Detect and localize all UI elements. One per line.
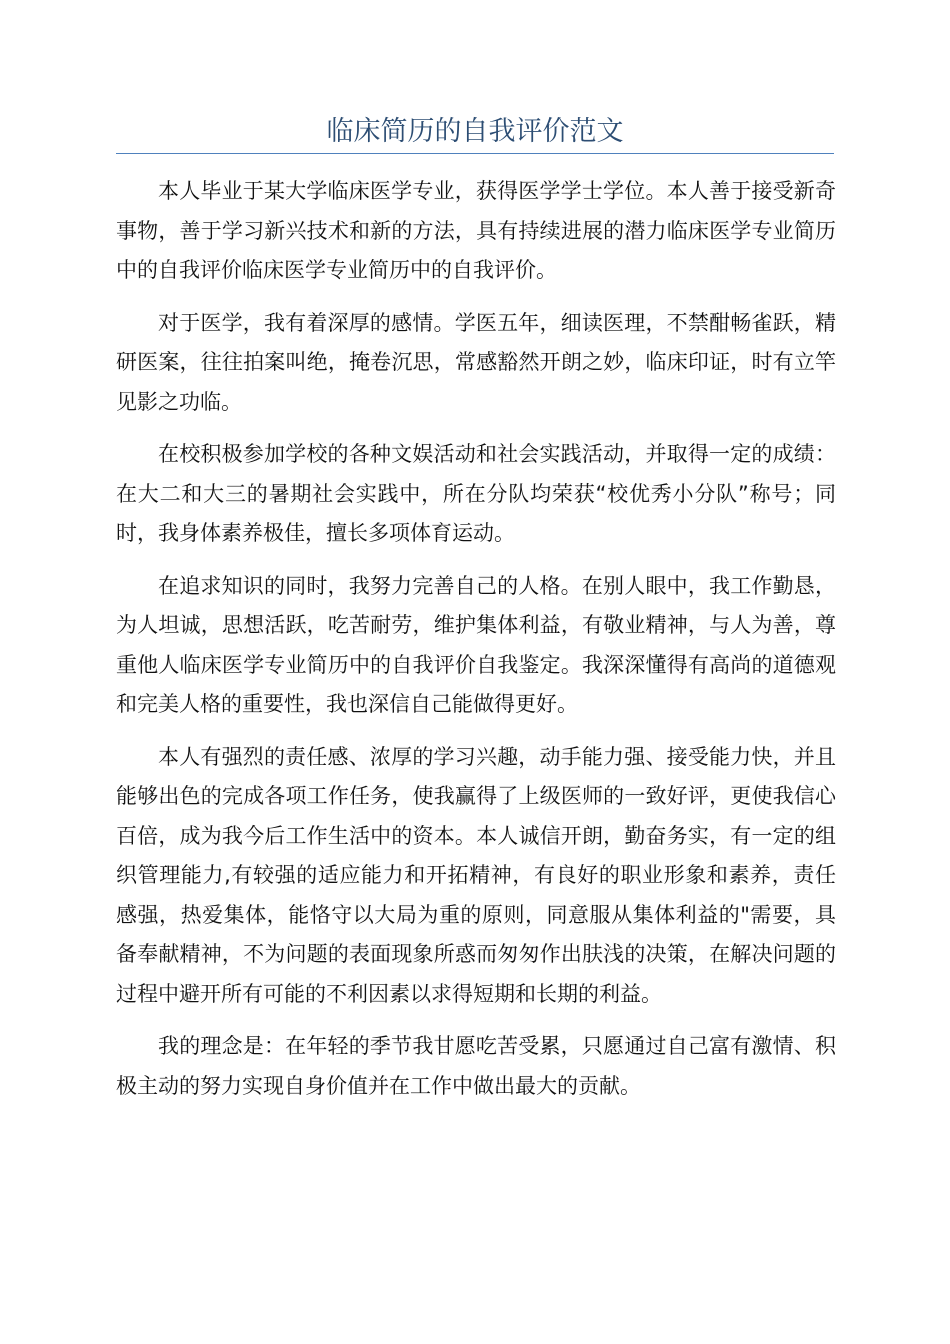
- paragraph-2: 对于医学，我有着深厚的感情。学医五年，细读医理，不禁酣畅雀跃，精研医案，往往拍案叫绝，掩卷沉思，常感豁然开朗之妙，临床印证，时有立竿见影之功临。: [116, 310, 836, 414]
- title-underline-rule: [116, 153, 834, 154]
- paragraph-6: 我的理念是：在年轻的季节我甘愿吃苦受累，只愿通过自己富有激情、积极主动的努力实现自身价值并在工作中做出最大的贡献。: [116, 1034, 836, 1098]
- paragraph-5: 本人有强烈的责任感、浓厚的学习兴趣，动手能力强、接受能力快，并且能够出色的完成各项工作任务，使我赢得了上级医师的一致好评，更使我信心百倍，成为我今后工作生活中的资本。本人诚信开朗，勤奋务实，有一定的组织管理能力,有较强的适应能力和开拓精神，有良好的职业形象和素养，责任感强，热爱集体，能恪守以大局为重的原则，同意服从集体利益的"需要，具备奉献精神，不为问题的表面现象所惑而匆匆作出肤浅的决策，在解决问题的过程中避开所有可能的不利因素以求得短期和长期的利益。: [116, 744, 836, 1006]
- paragraph-3: 在校积极参加学校的各种文娱活动和社会实践活动，并取得一定的成绩：在大二和大三的暑期社会实践中，所在分队均荣获“校优秀小分队”称号；同时，我身体素养极佳，擅长多项体育运动。: [116, 442, 836, 545]
- paragraph-4: 在追求知识的同时，我努力完善自己的人格。在别人眼中，我工作勤恳，为人坦诚，思想活跃，吃苦耐劳，维护集体利益，有敬业精神，与人为善，尊重他人临床医学专业简历中的自我评价自我鉴定。我深深懂得有高尚的道德观和完美人格的重要性，我也深信自己能做得更好。: [116, 573, 836, 716]
- document-title: 临床简历的自我评价范文: [326, 116, 624, 147]
- paragraph-1: 本人毕业于某大学临床医学专业，获得医学学士学位。本人善于接受新奇事物，善于学习新兴技术和新的方法，具有持续进展的潜力临床医学专业简历中的自我评价临床医学专业简历中的自我评价。: [116, 179, 836, 282]
- document-body: [116, 172, 836, 1119]
